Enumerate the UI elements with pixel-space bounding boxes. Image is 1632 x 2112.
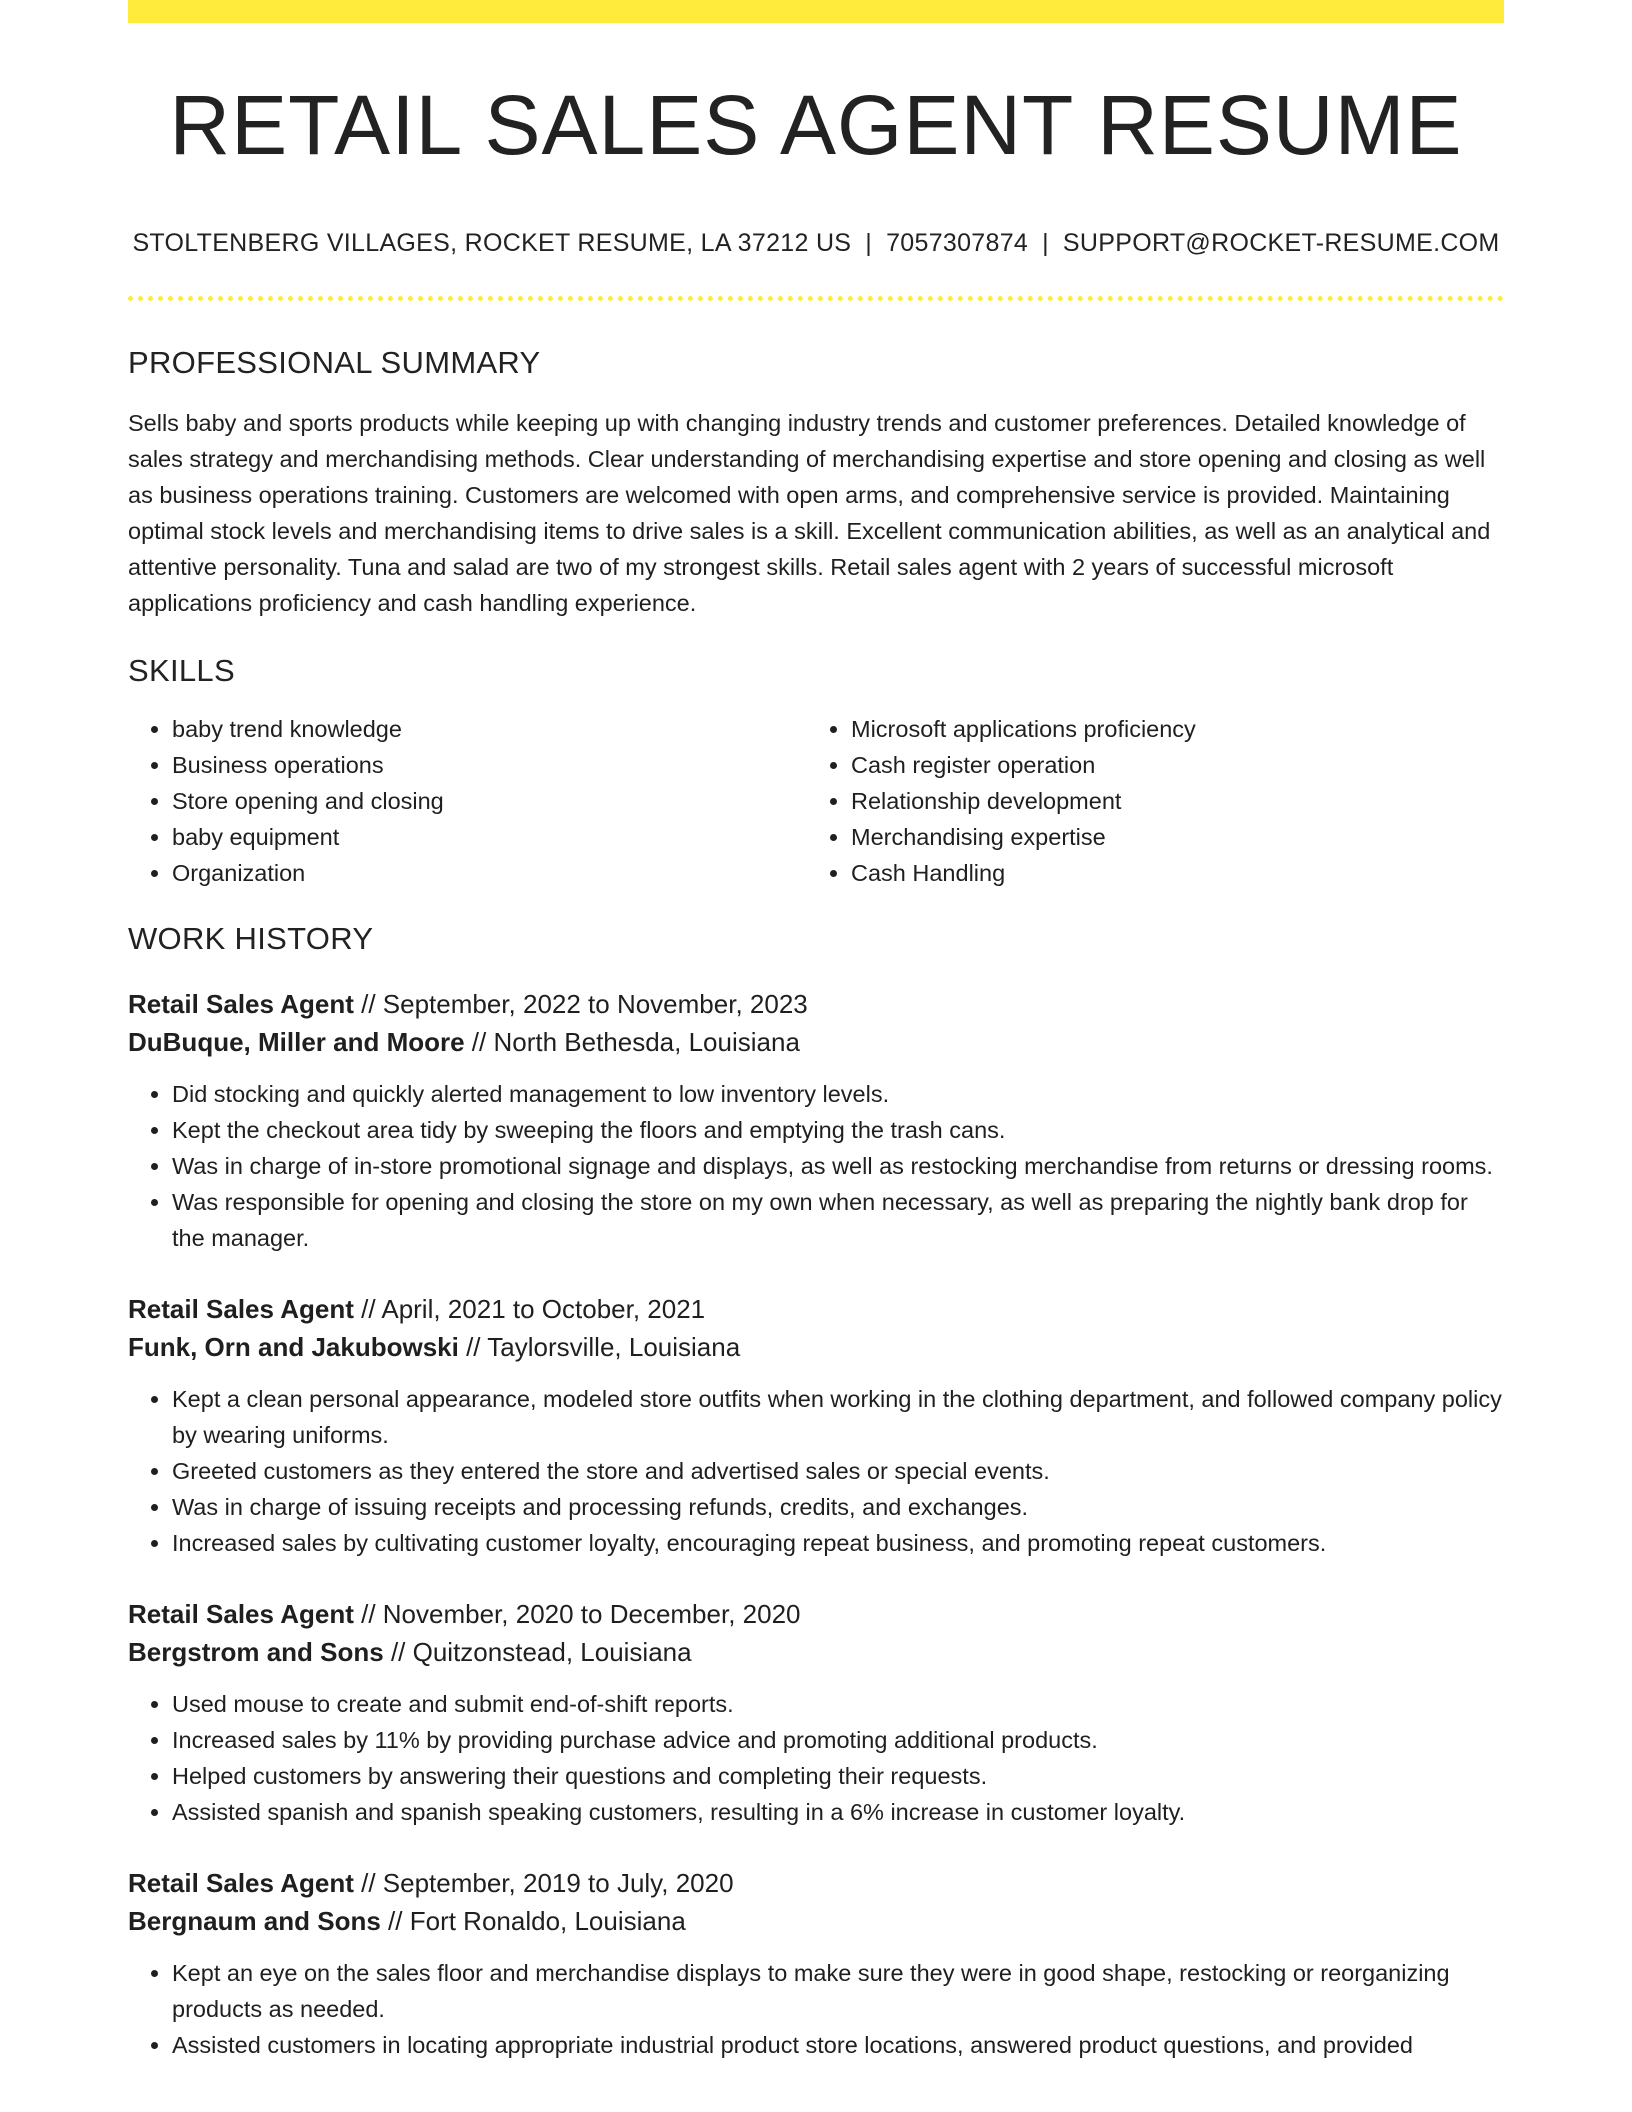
job-bullets xyxy=(128,1381,1504,1561)
job-bullet: • Assisted customers in locating appropriate industrial product store locations, answered product questions, and provided xyxy=(172,2027,1504,2063)
job-company-line xyxy=(128,1023,1504,1061)
job-title: Retail Sales Agent xyxy=(128,1868,354,1898)
job-title: Retail Sales Agent xyxy=(128,1294,354,1324)
job-company: Bergstrom and Sons xyxy=(128,1637,384,1667)
job-title: Retail Sales Agent xyxy=(128,1599,354,1629)
job-bullet: • Increased sales by 11% by providing purchase advice and promoting additional products. xyxy=(172,1722,1504,1758)
job-bullet: • Was in charge of in-store promotional signage and displays, as well as restocking merchandise from returns or dressing rooms. xyxy=(172,1148,1504,1184)
skill-item: • baby trend knowledge xyxy=(172,711,807,747)
job-dates: // April, 2021 to October, 2021 xyxy=(353,1294,706,1324)
contact-phone: 7057307874 xyxy=(886,229,1029,257)
contact-separator: | xyxy=(865,229,873,257)
dotted-divider xyxy=(128,296,1504,301)
contact-line xyxy=(128,229,1504,258)
job-bullet: • Helped customers by answering their questions and completing their requests. xyxy=(172,1758,1504,1794)
summary-heading: PROFESSIONAL SUMMARY xyxy=(128,345,541,380)
job-bullet: • Kept a clean personal appearance, modeled store outfits when working in the clothing department, and followed company policy by wearing uniforms. xyxy=(172,1381,1504,1453)
skills-heading: SKILLS xyxy=(128,653,235,688)
job-bullet: • Kept the checkout area tidy by sweeping the floors and emptying the trash cans. xyxy=(172,1112,1504,1148)
skill-item: • Merchandising expertise xyxy=(851,819,1486,855)
job-bullet: • Greeted customers as they entered the store and advertised sales or special events. xyxy=(172,1453,1504,1489)
skill-item: • Relationship development xyxy=(851,783,1486,819)
job-bullets xyxy=(128,1686,1504,1830)
skills-list xyxy=(128,711,1504,891)
job-bullet: • Was responsible for opening and closing the store on my own when necessary, as well as preparing the nightly bank drop for the manager. xyxy=(172,1184,1504,1256)
job-location: // Quitzonstead, Louisiana xyxy=(383,1637,692,1667)
page-title: RETAIL SALES AGENT RESUME xyxy=(169,78,1463,172)
job-title-line xyxy=(128,985,1504,1023)
skill-item: • baby equipment xyxy=(172,819,807,855)
job-title-line xyxy=(128,1864,1504,1902)
job-dates: // September, 2019 to July, 2020 xyxy=(353,1868,734,1898)
skills-column-right xyxy=(807,711,1486,891)
job-dates: // September, 2022 to November, 2023 xyxy=(353,989,808,1019)
job-location: // Taylorsville, Louisiana xyxy=(458,1332,741,1362)
job-bullet: • Used mouse to create and submit end-of-shift reports. xyxy=(172,1686,1504,1722)
job-entry xyxy=(128,1864,1504,2063)
job-title: Retail Sales Agent xyxy=(128,989,354,1019)
skills-column-left xyxy=(128,711,807,891)
skill-item: • Cash Handling xyxy=(851,855,1486,891)
contact-email: SUPPORT@ROCKET-RESUME.COM xyxy=(1062,229,1500,257)
job-company: Bergnaum and Sons xyxy=(128,1906,381,1936)
job-company: Funk, Orn and Jakubowski xyxy=(128,1332,459,1362)
work-history-heading: WORK HISTORY xyxy=(128,921,374,956)
job-bullet: • Increased sales by cultivating customer loyalty, encouraging repeat business, and promoting repeat customers. xyxy=(172,1525,1504,1561)
job-title-line xyxy=(128,1595,1504,1633)
summary-text: Sells baby and sports products while keeping up with changing industry trends and customer preferences. Detailed knowledge of sales strategy and merchandising methods. Clear understanding of merchandising expertise and store opening and closing as well as business operations training. Customers are welcomed with open arms, and comprehensive service is provided. Maintaining optimal stock levels and merchandising items to drive sales is a skill. Excellent communication abilities, as well as an analytical and attentive personality. Tuna and salad are two of my strongest skills. Retail sales agent with 2 years of successful microsoft applications proficiency and cash handling experience. xyxy=(128,410,1491,616)
job-company-line xyxy=(128,1633,1504,1671)
top-accent-bar xyxy=(128,0,1504,23)
job-entry xyxy=(128,1290,1504,1561)
skill-item: • Cash register operation xyxy=(851,747,1486,783)
job-location: // Fort Ronaldo, Louisiana xyxy=(380,1906,686,1936)
skill-item: • Microsoft applications proficiency xyxy=(851,711,1486,747)
job-bullet: • Was in charge of issuing receipts and processing refunds, credits, and exchanges. xyxy=(172,1489,1504,1525)
skill-item: • Business operations xyxy=(172,747,807,783)
resume-page xyxy=(128,0,1504,2063)
job-entry xyxy=(128,1595,1504,1830)
job-bullets xyxy=(128,1076,1504,1256)
job-bullet: • Assisted spanish and spanish speaking customers, resulting in a 6% increase in customer loyalty. xyxy=(172,1794,1504,1830)
contact-address: STOLTENBERG VILLAGES, ROCKET RESUME, LA 37212 US xyxy=(132,229,852,257)
job-company-line xyxy=(128,1328,1504,1366)
job-bullet: • Kept an eye on the sales floor and merchandise displays to make sure they were in good shape, restocking or reorganizing products as needed. xyxy=(172,1955,1504,2027)
job-bullet: • Did stocking and quickly alerted management to low inventory levels. xyxy=(172,1076,1504,1112)
job-title-line xyxy=(128,1290,1504,1328)
job-company-line xyxy=(128,1902,1504,1940)
skill-item: • Organization xyxy=(172,855,807,891)
contact-separator: | xyxy=(1042,229,1049,257)
job-entry xyxy=(128,985,1504,1256)
job-dates: // November, 2020 to December, 2020 xyxy=(353,1599,801,1629)
job-bullets xyxy=(128,1955,1504,2063)
job-company: DuBuque, Miller and Moore xyxy=(128,1027,465,1057)
skill-item: • Store opening and closing xyxy=(172,783,807,819)
job-location: // North Bethesda, Louisiana xyxy=(464,1027,800,1057)
